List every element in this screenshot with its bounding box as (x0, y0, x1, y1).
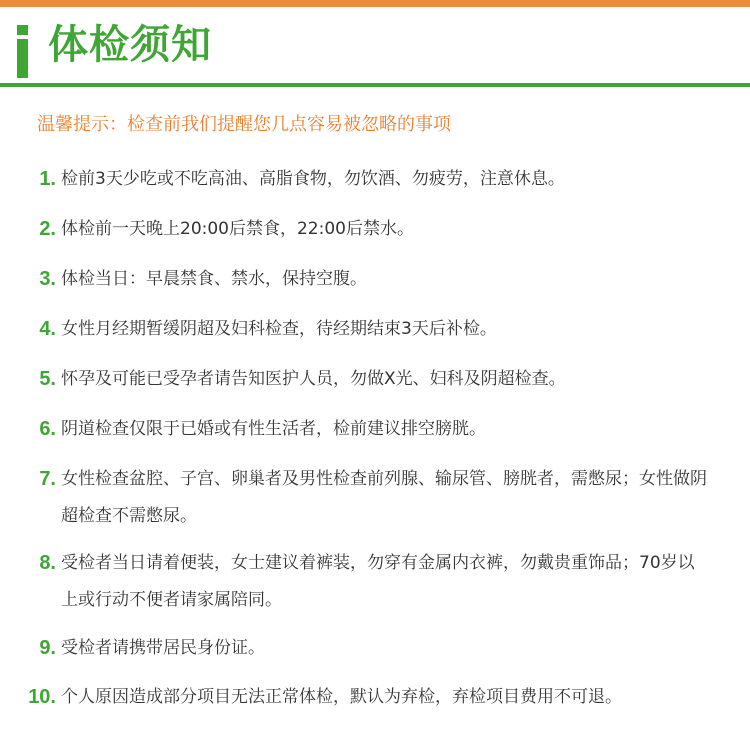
item-number: 4. (39, 318, 56, 340)
page-title: 体检须知 (48, 22, 212, 68)
item-number: 2. (39, 218, 56, 240)
item-number: 5. (39, 368, 56, 390)
header (0, 7, 750, 83)
top-accent-bar (0, 0, 750, 7)
reminder-tip: 温馨提示：检查前我们提醒您几点容易被忽略的事项 (37, 114, 451, 135)
item-number: 7. (39, 468, 56, 490)
item-number: 8. (39, 552, 56, 574)
item-text: 检前3天少吃或不吃高油、高脂食物，勿饮酒、勿疲劳，注意休息。 (61, 169, 565, 189)
item-text: 受检者当日请着便装，女士建议着裤装，勿穿有金属内衣裤，勿戴贵重饰品；70岁以上或行动不便者请家属陪同。 (61, 553, 695, 610)
item-number: 6. (39, 418, 56, 440)
item-number: 10. (28, 686, 56, 708)
item-number: 3. (39, 268, 56, 290)
item-text: 女性月经期暂缓阴超及妇科检查，待经期结束3天后补检。 (61, 319, 497, 339)
item-text: 体检当日：早晨禁食、禁水，保持空腹。 (61, 269, 367, 289)
item-text: 阴道检查仅限于已婚或有性生活者，检前建议排空膀胱。 (61, 419, 486, 439)
item-number: 1. (39, 168, 56, 190)
header-divider (0, 83, 750, 87)
item-text: 个人原因造成部分项目无法正常体检，默认为弃检，弃检项目费用不可退。 (61, 687, 622, 707)
item-text: 体检前一天晚上20:00后禁食，22:00后禁水。 (61, 219, 414, 239)
item-text: 女性检查盆腔、子宫、卵巢者及男性检查前列腺、输尿管、膀胱者，需憋尿；女性做阴超检查不需憋尿。 (61, 469, 707, 526)
item-number: 9. (39, 637, 56, 659)
info-i-icon (17, 25, 28, 78)
item-text: 怀孕及可能已受孕者请告知医护人员，勿做X光、妇科及阴超检查。 (61, 369, 566, 389)
item-text: 受检者请携带居民身份证。 (61, 638, 265, 658)
